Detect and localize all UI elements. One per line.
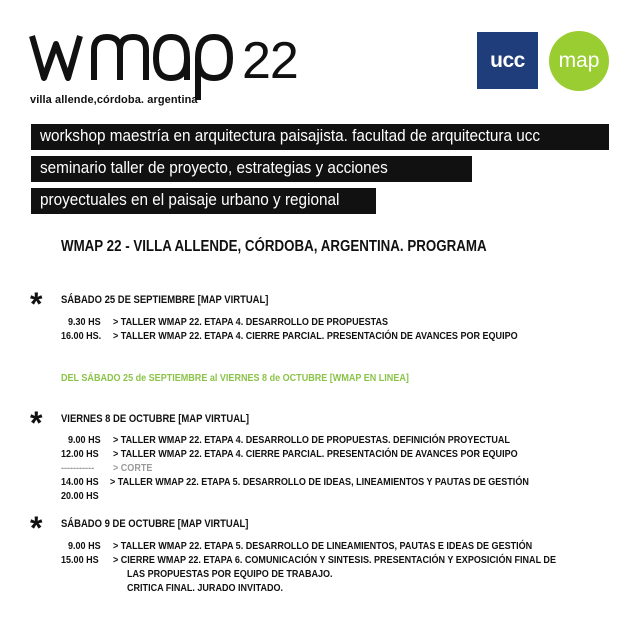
day3-item <box>113 554 628 567</box>
day2-time <box>61 448 105 461</box>
day1-item <box>113 330 584 343</box>
day1-heading-text: SÁBADO 25 DE SEPTIEMBRE [MAP VIRTUAL] <box>61 294 269 306</box>
svg-text:22: 22 <box>242 32 298 90</box>
day2-time <box>61 476 105 489</box>
item-text: CRITICA FINAL. JURADO INVITADO. <box>127 582 284 594</box>
asterisk-marker: * <box>30 405 43 441</box>
item-text: > CORTE <box>113 462 153 474</box>
banner-proyectuales-text: proyectuales en el paisaje urbano y regional <box>40 190 340 209</box>
day3-heading <box>61 518 279 531</box>
day2-time <box>61 490 105 503</box>
day2-heading-text: VIERNES 8 DE OCTUBRE [MAP VIRTUAL] <box>61 413 249 425</box>
time-label: 9.30 HS <box>68 316 101 328</box>
day2-item <box>110 476 597 489</box>
day2-item <box>113 448 584 461</box>
item-text: > TALLER WMAP 22. ETAPA 4. CIERRE PARCIAL. PRESENTACIÓN DE AVANCES POR EQUIPO <box>113 448 518 460</box>
banner-proyectuales <box>31 188 376 214</box>
item-text: > TALLER WMAP 22. ETAPA 4. DESARROLLO DE PROPUESTAS. DEFINICIÓN PROYECTUAL <box>113 434 510 446</box>
online-period-text: DEL SÁBADO 25 de SEPTIEMBRE al VIERNES 8 de OCTUBRE [WMAP EN LINEA] <box>61 372 409 384</box>
time-label: 14.00 HS <box>61 476 99 488</box>
day1-time <box>68 316 106 329</box>
day1-item <box>113 316 433 329</box>
day3-time <box>68 540 106 553</box>
map-logo: map <box>549 31 609 91</box>
ucc-logo: ucc <box>477 32 538 89</box>
day3-item <box>113 540 600 553</box>
program-title <box>61 238 556 256</box>
time-label: ----------- <box>61 462 95 474</box>
day1-time <box>61 330 108 343</box>
item-text: > TALLER WMAP 22. ETAPA 5. DESARROLLO DE IDEAS, LINEAMIENTOS Y PAUTAS DE GESTIÓN <box>110 476 529 488</box>
asterisk-marker: * <box>30 510 43 546</box>
time-label: 16.00 HS. <box>61 330 102 342</box>
day3-continuation <box>127 568 366 581</box>
day3-time <box>61 554 105 567</box>
day1-heading <box>61 294 302 307</box>
item-text: > TALLER WMAP 22. ETAPA 4. CIERRE PARCIAL. PRESENTACIÓN DE AVANCES POR EQUIPO <box>113 330 518 342</box>
wmap22-logo-graphic <box>28 20 318 100</box>
item-text: > TALLER WMAP 22. ETAPA 4. DESARROLLO DE PROPUESTAS <box>113 316 389 328</box>
time-label: 12.00 HS <box>61 448 99 460</box>
day2-item <box>113 434 575 447</box>
wmap22-logo <box>28 20 318 100</box>
item-text: > CIERRE WMAP 22. ETAPA 6. COMUNICACIÓN Y SINTESIS. PRESENTACIÓN Y EXPOSICIÓN FINAL DE <box>113 554 556 566</box>
time-label: 15.00 HS <box>61 554 99 566</box>
program-title-text: WMAP 22 - VILLA ALLENDE, CÓRDOBA, ARGENTINA. PROGRAMA <box>61 238 487 255</box>
time-label: 9.00 HS <box>68 434 101 446</box>
banner-workshop <box>31 124 609 150</box>
banner-workshop-text: workshop maestría en arquitectura paisajista. facultad de arquitectura ucc <box>40 126 541 145</box>
day3-heading-text: SÁBADO 9 DE OCTUBRE [MAP VIRTUAL] <box>61 518 249 530</box>
time-label: 20.00 HS <box>61 490 99 502</box>
banner-seminario <box>31 156 472 182</box>
asterisk-marker: * <box>30 286 43 322</box>
item-text: > TALLER WMAP 22. ETAPA 5. DESARROLLO DE LINEAMIENTOS, PAUTAS E IDEAS DE GESTIÓN <box>113 540 533 552</box>
day2-item <box>113 462 159 475</box>
online-period <box>61 372 466 385</box>
banner-seminario-text: seminario taller de proyecto, estrategias y acciones <box>40 158 388 177</box>
day3-continuation <box>127 582 308 595</box>
day2-time <box>61 462 99 475</box>
location-subtitle: villa allende,córdoba. argentina <box>30 94 198 106</box>
day2-time <box>68 434 106 447</box>
time-label: 9.00 HS <box>68 540 101 552</box>
item-text: LAS PROPUESTAS POR EQUIPO DE TRABAJO. <box>127 568 333 580</box>
day2-heading <box>61 413 280 426</box>
